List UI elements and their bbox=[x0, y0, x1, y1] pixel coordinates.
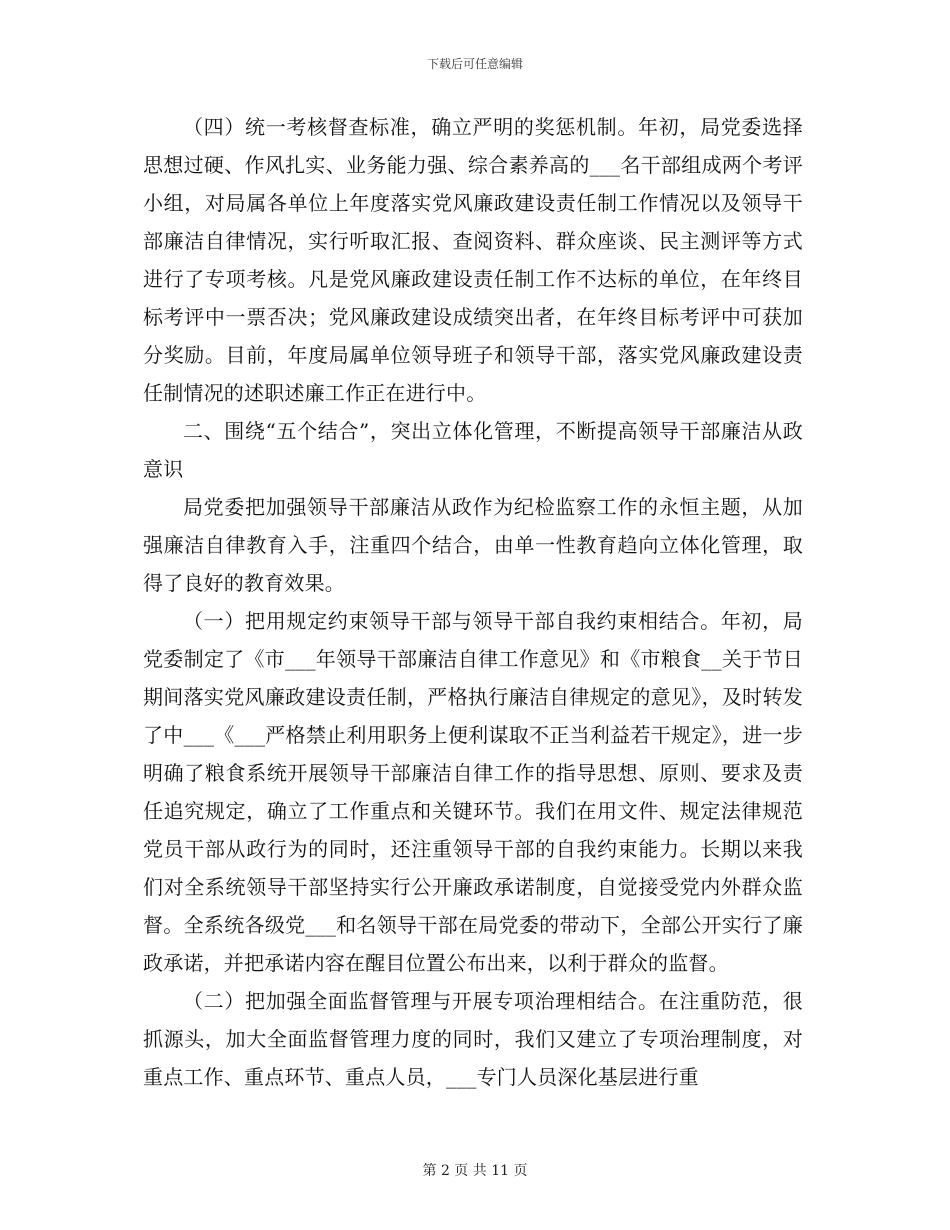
page-header: 下载后可任意编辑 bbox=[426, 57, 523, 71]
paragraph-education-theme: 局党委把加强领导干部廉洁从政作为纪检监察工作的永恒主题，从加强廉洁自律教育入手，注重四个结合，由单一性教育趋向立体化管理，取得了良好的教育效果。 bbox=[143, 495, 803, 595]
document-body bbox=[143, 108, 803, 1096]
paragraph-assessment-standards: （四）统一考核督查标准，确立严明的奖惩机制。年初，局党委选择思想过硬、作风扎实、业务能力强、综合素养高的___名干部组成两个考评小组，对局属各单位上年度落实党风廉政建设责任制工作情况以及领导干部廉洁自律情况，实行听取汇报、查阅资料、群众座谈、民主测评等方式进行了专项考核。凡是党风廉政建设责任制工作不达标的单位，在年终目标考评中一票否决；党风廉政建设成绩突出者，在年终目标考评中可获加分奖励。目前，年度局属单位领导班子和领导干部，落实党风廉政建设责任制情况的述职述廉工作正在进行中。 bbox=[143, 115, 803, 405]
paragraph-self-restraint: （一）把用规定约束领导干部与领导干部自我约束相结合。年初，局党委制定了《市___年领导干部廉洁自律工作意见》和《市粮食__关于节日期间落实党风廉政建设责任制，严格执行廉洁自律规定的意见》，及时转发了中___《___严格禁止利用职务上便利谋取不正当利益若干规定》，进一步明确了粮食系统开展领导干部廉洁自律工作的指导思想、原则、要求及责任追究规定，确立了工作重点和关键环节。我们在用文件、规定法律规范党员干部从政行为的同时，还注重领导干部的自我约束能力。长期以来我们对全系统领导干部坚持实行公开廉政承诺制度，自觉接受党内外群众监督。全系统各级党___和名领导干部在局党委的带动下，全部公开实行了廉政承诺，并把承诺内容在醒目位置公布出来，以利于群众的监督。 bbox=[143, 609, 803, 975]
page-number: 第 2 页 共 11 页 bbox=[422, 1163, 528, 1179]
paragraph-special-governance: （二）把加强全面监督管理与开展专项治理相结合。在注重防范，很抓源头，加大全面监督管理力度的同时，我们又建立了专项治理制度，对重点工作、重点环节、重点人员，___专门人员深化基层进行重 bbox=[143, 989, 803, 1089]
section-heading-five-combinations: 二、围绕“五个结合”，突出立体化管理，不断提高领导干部廉洁从政意识 bbox=[143, 419, 803, 481]
